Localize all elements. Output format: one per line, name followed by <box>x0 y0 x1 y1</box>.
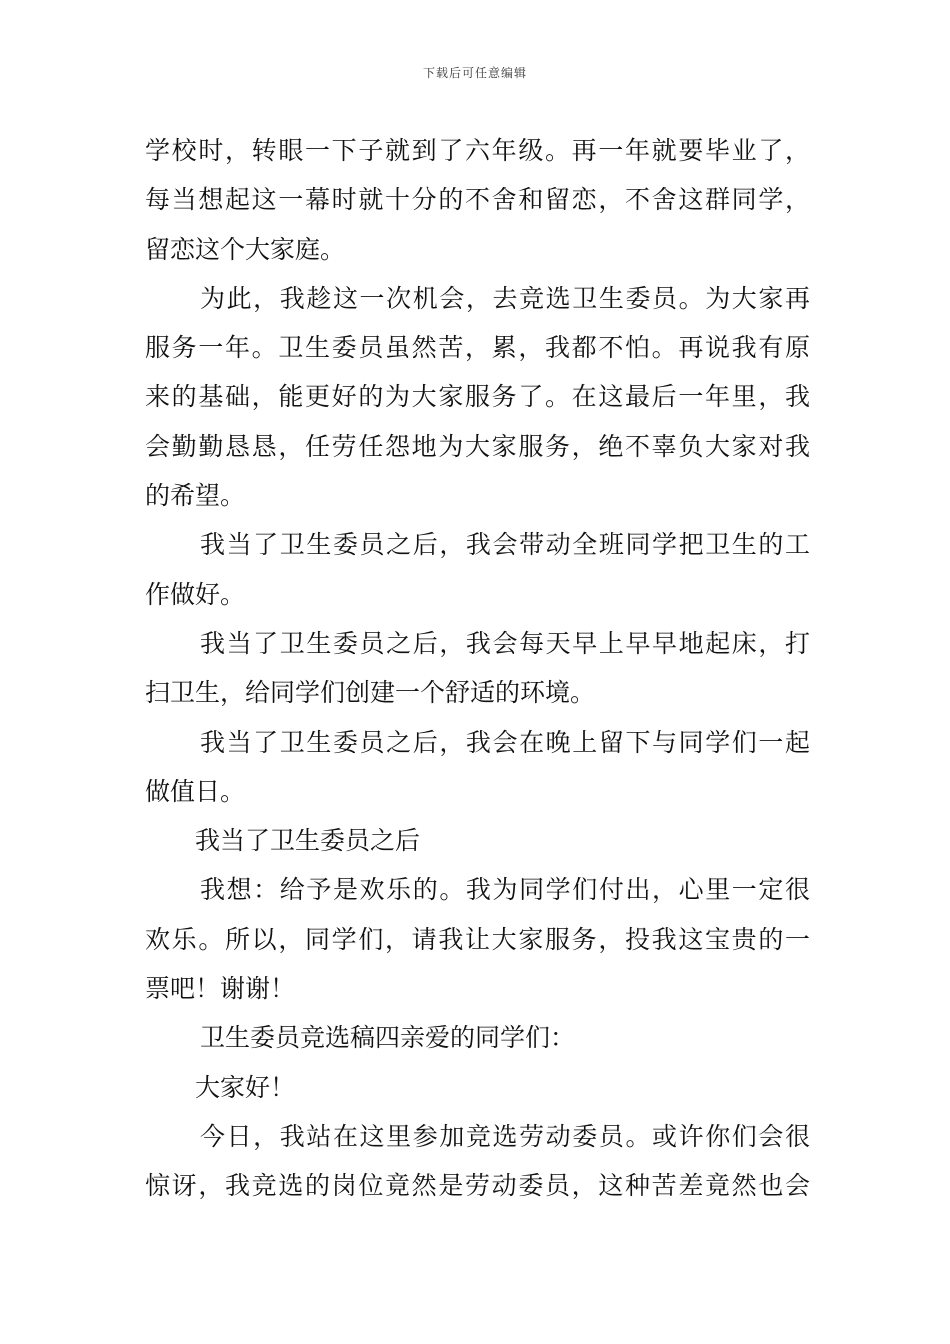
text-line: 每当想起这一幕时就十分的不舍和留恋，不舍这群同学， <box>145 185 810 215</box>
document-body <box>145 126 810 1211</box>
text-line: 我想：给予是欢乐的。我为同学们付出，心里一定很 <box>200 875 810 905</box>
text-line: 服务一年。卫生委员虽然苦，累，我都不怕。再说我有原 <box>145 333 810 363</box>
text-line: 我当了卫生委员之后，我会带动全班同学把卫生的工 <box>200 530 810 560</box>
text-line: 惊讶，我竞选的岗位竟然是劳动委员，这种苦差竟然也会 <box>145 1171 810 1201</box>
text-line: 扫卫生，给同学们创建一个舒适的环境。 <box>145 678 596 708</box>
text-line: 今日，我站在这里参加竞选劳动委员。或许你们会很 <box>200 1121 810 1151</box>
text-line: 学校时，转眼一下子就到了六年级。再一年就要毕业了， <box>145 136 810 165</box>
text-line: 票吧！谢谢！ <box>145 974 296 1004</box>
text-line: 留恋这个大家庭。 <box>145 234 346 264</box>
text-line: 我当了卫生委员之后 <box>195 826 421 856</box>
text-line: 欢乐。所以，同学们，请我让大家服务，投我这宝贵的一 <box>145 924 810 954</box>
text-line: 做值日。 <box>145 776 246 806</box>
text-line: 的希望。 <box>145 481 246 511</box>
text-line: 来的基础，能更好的为大家服务了。在这最后一年里，我 <box>145 382 810 412</box>
text-line: 大家好！ <box>195 1072 296 1102</box>
text-line: 我当了卫生委员之后，我会每天早上早早地起床，打 <box>200 628 810 658</box>
text-line: 作做好。 <box>145 579 246 609</box>
text-line: 卫生委员竞选稿四亲爱的同学们： <box>200 1023 576 1053</box>
text-line: 为此，我趁这一次机会，去竞选卫生委员。为大家再 <box>200 283 810 313</box>
text-line: 我当了卫生委员之后，我会在晚上留下与同学们一起 <box>200 727 810 757</box>
page-header: 下载后可任意编辑 <box>422 66 527 80</box>
text-line: 会勤勤恳恳，任劳任怨地为大家服务，绝不辜负大家对我 <box>145 431 810 461</box>
